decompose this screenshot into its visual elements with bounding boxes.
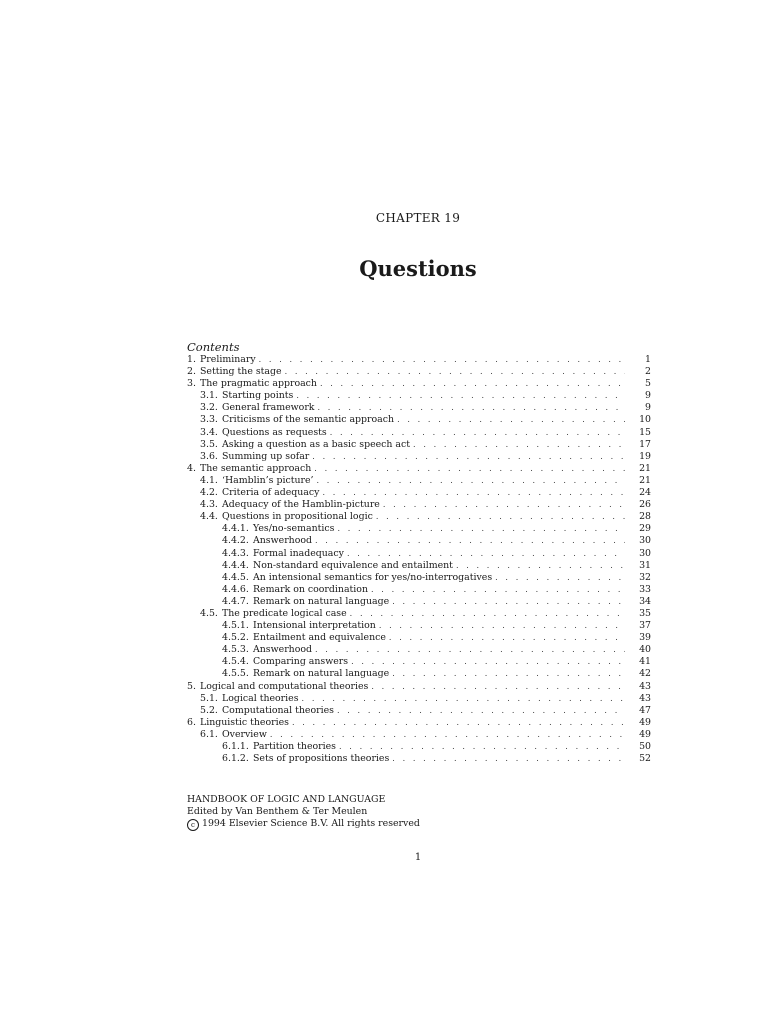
toc-dot-leader (383, 499, 625, 511)
toc-entry-number: 4.4. (200, 511, 218, 523)
toc-entry-page: 40 (639, 644, 651, 656)
toc-entry (187, 681, 651, 693)
toc-entry (187, 693, 651, 705)
toc-entry-number: 4.5.5. (222, 668, 249, 680)
toc-entry (187, 632, 651, 644)
toc-entry (187, 451, 651, 463)
toc-entry-number: 4.4.1. (222, 523, 249, 535)
toc-entry-number: 3.5. (200, 438, 218, 450)
toc-entry-title: Summing up sofar (222, 450, 310, 462)
toc-dot-leader (285, 366, 625, 378)
copyright-icon: c (187, 819, 199, 831)
toc-dot-leader (392, 596, 625, 608)
toc-entry-number: 3. (187, 378, 196, 390)
toc-dot-leader (315, 535, 625, 547)
toc-entry-number: 6.1.2. (222, 753, 249, 765)
toc-entry-title: The semantic approach (200, 462, 312, 474)
toc-entry-title: Logical and computational theories (200, 680, 369, 692)
toc-entry-page: 19 (639, 450, 651, 462)
contents-heading: Contents (187, 340, 240, 354)
toc-entry-title: Questions in propositional logic (222, 511, 373, 523)
toc-dot-leader (337, 705, 625, 717)
toc-entry-page: 43 (639, 692, 651, 704)
toc-entry-page: 1 (645, 354, 651, 365)
table-of-contents (187, 354, 651, 765)
toc-entry-title: Intensional interpretation (253, 620, 376, 632)
toc-entry (187, 439, 651, 451)
toc-entry (187, 753, 651, 765)
toc-entry-title: The pragmatic approach (200, 378, 317, 390)
chapter-title: Questions (359, 256, 477, 281)
toc-dot-leader (315, 644, 625, 656)
toc-dot-leader (495, 572, 625, 584)
toc-entry-number: 2. (187, 366, 196, 378)
toc-entry-title: Logical theories (222, 692, 299, 704)
toc-entry-title: Remark on natural language (253, 668, 390, 680)
toc-dot-leader (376, 511, 625, 523)
toc-entry-page: 21 (639, 474, 651, 486)
toc-entry-page: 24 (639, 487, 651, 499)
toc-dot-leader (371, 681, 625, 693)
toc-entry-title: Answerhood (253, 535, 313, 547)
toc-entry-title: Entailment and equivalence (253, 632, 386, 644)
toc-entry (187, 620, 651, 632)
toc-entry (187, 644, 651, 656)
toc-entry-page: 17 (639, 438, 651, 450)
toc-entry-number: 5.2. (200, 704, 218, 716)
toc-dot-leader (392, 668, 625, 680)
toc-dot-leader (350, 608, 625, 620)
toc-entry-title: An intensional semantics for yes/no-interrogatives (253, 571, 493, 583)
toc-entry-page: 9 (645, 390, 651, 402)
toc-entry (187, 402, 651, 414)
publication-info (187, 794, 420, 831)
toc-entry-title: Questions as requests (222, 426, 327, 438)
toc-entry (187, 427, 651, 439)
toc-entry-page: 41 (639, 656, 651, 668)
toc-entry-title: Preliminary (200, 354, 256, 365)
toc-entry-page: 15 (639, 426, 651, 438)
toc-entry-page: 33 (639, 583, 651, 595)
toc-entry (187, 668, 651, 680)
toc-entry (187, 584, 651, 596)
toc-entry-number: 4.5.2. (222, 632, 249, 644)
toc-entry-number: 4.1. (200, 474, 218, 486)
toc-entry-title: Linguistic theories (200, 716, 289, 728)
toc-entry-number: 4.4.2. (222, 535, 249, 547)
toc-entry-page: 9 (645, 402, 651, 414)
toc-entry (187, 717, 651, 729)
toc-entry-title: Starting points (222, 390, 294, 402)
toc-entry-page: 26 (639, 499, 651, 511)
toc-dot-leader (379, 620, 625, 632)
toc-entry-number: 4.5. (200, 607, 218, 619)
toc-entry-number: 3.3. (200, 414, 218, 426)
toc-entry (187, 741, 651, 753)
toc-dot-leader (320, 378, 625, 390)
toc-entry (187, 366, 651, 378)
toc-entry-number: 5.1. (200, 692, 218, 704)
toc-entry-title: Criticisms of the semantic approach (222, 414, 395, 426)
toc-entry (187, 475, 651, 487)
toc-entry-title: Adequacy of the Hamblin-picture (222, 499, 380, 511)
toc-dot-leader (314, 463, 625, 475)
toc-entry-page: 47 (639, 704, 651, 716)
toc-entry (187, 548, 651, 560)
toc-entry (187, 463, 651, 475)
toc-entry (187, 572, 651, 584)
toc-entry-page: 29 (639, 523, 651, 535)
toc-entry (187, 608, 651, 620)
toc-entry-number: 6.1.1. (222, 741, 249, 752)
toc-entry-number: 5. (187, 680, 196, 692)
toc-dot-leader (397, 414, 625, 426)
toc-entry-title: Sets of propositions theories (253, 753, 390, 765)
toc-dot-leader (337, 523, 625, 535)
toc-entry-title: General framework (222, 402, 315, 414)
toc-entry-number: 4.4.5. (222, 571, 249, 583)
toc-entry (187, 414, 651, 426)
toc-dot-leader (371, 584, 625, 596)
toc-dot-leader (317, 402, 625, 414)
toc-entry-page: 30 (639, 547, 651, 559)
toc-entry (187, 378, 651, 390)
toc-entry-title: Formal inadequacy (253, 547, 344, 559)
toc-dot-leader (317, 475, 625, 487)
toc-entry-title: Remark on coordination (253, 583, 368, 595)
toc-entry-number: 3.2. (200, 402, 218, 414)
toc-dot-leader (339, 741, 625, 753)
toc-dot-leader (351, 656, 625, 668)
toc-entry-number: 1. (187, 354, 196, 365)
toc-entry-number: 3.1. (200, 390, 218, 402)
toc-entry (187, 560, 651, 572)
toc-entry-page: 5 (645, 378, 651, 390)
toc-entry (187, 511, 651, 523)
toc-entry-title: Answerhood (253, 644, 313, 656)
toc-entry-number: 4.4.3. (222, 547, 249, 559)
toc-entry-page: 39 (639, 632, 651, 644)
toc-dot-leader (302, 693, 625, 705)
handbook-title: HANDBOOK OF LOGIC AND LANGUAGE (187, 794, 386, 805)
toc-entry-number: 4.4.4. (222, 559, 249, 571)
toc-entry-number: 4.5.1. (222, 620, 249, 632)
toc-entry-page: 35 (639, 607, 651, 619)
toc-entry-page: 42 (639, 668, 651, 680)
toc-dot-leader (270, 729, 625, 741)
toc-entry-number: 6.1. (200, 728, 218, 740)
editors-line: Edited by Van Benthem & Ter Meulen (187, 806, 368, 818)
toc-entry-number: 4.4.7. (222, 595, 249, 607)
toc-entry-number: 4.5.3. (222, 644, 249, 656)
toc-entry-page: 37 (639, 620, 651, 632)
toc-entry-number: 6. (187, 716, 196, 728)
toc-entry (187, 656, 651, 668)
toc-entry-title: Comparing answers (253, 656, 349, 668)
toc-dot-leader (347, 548, 625, 560)
toc-entry-page: 32 (639, 571, 651, 583)
toc-entry-number: 3.4. (200, 426, 218, 438)
toc-entry-page: 43 (639, 680, 651, 692)
toc-dot-leader (312, 451, 625, 463)
copyright-text: 1994 Elsevier Science B.V. All rights reserved (202, 818, 420, 830)
toc-dot-leader (259, 354, 625, 366)
toc-entry-title: Yes/no-semantics (253, 523, 335, 535)
toc-entry-title: Non-standard equivalence and entailment (253, 559, 453, 571)
toc-entry-title: The predicate logical case (222, 607, 347, 619)
page-number: 1 (414, 852, 422, 863)
toc-dot-leader (389, 632, 625, 644)
toc-entry (187, 354, 651, 366)
toc-entry-page: 10 (639, 414, 651, 426)
toc-dot-leader (322, 487, 625, 499)
toc-entry-number: 4.3. (200, 499, 218, 511)
copyright-line (187, 818, 420, 831)
toc-entry-page: 49 (639, 728, 651, 740)
toc-entry (187, 705, 651, 717)
toc-dot-leader (330, 427, 625, 439)
toc-dot-leader (292, 717, 625, 729)
toc-entry-page: 34 (639, 595, 651, 607)
toc-entry-page: 2 (645, 366, 651, 378)
chapter-label: CHAPTER 19 (375, 211, 461, 225)
toc-entry-page: 31 (639, 559, 651, 571)
toc-entry-title: Computational theories (222, 704, 334, 716)
toc-entry-number: 4.5.4. (222, 656, 249, 668)
toc-entry-title: Setting the stage (200, 366, 282, 378)
toc-entry (187, 596, 651, 608)
toc-entry-number: 4.2. (200, 487, 218, 499)
toc-entry-title: ‘Hamblin’s picture’ (222, 474, 314, 486)
toc-entry (187, 390, 651, 402)
toc-entry-title: Asking a question as a basic speech act (222, 438, 411, 450)
toc-dot-leader (456, 560, 625, 572)
toc-dot-leader (296, 390, 625, 402)
toc-entry (187, 729, 651, 741)
toc-entry-page: 49 (639, 716, 651, 728)
toc-entry-page: 30 (639, 535, 651, 547)
toc-entry-number: 4.4.6. (222, 583, 249, 595)
toc-entry (187, 487, 651, 499)
toc-entry-page: 28 (639, 511, 651, 523)
toc-entry-page: 52 (639, 753, 651, 765)
toc-entry-title: Partition theories (253, 741, 336, 752)
toc-entry-page: 50 (639, 741, 651, 752)
toc-entry-number: 3.6. (200, 450, 218, 462)
toc-entry-page: 21 (639, 462, 651, 474)
toc-entry-title: Overview (222, 728, 267, 740)
toc-entry (187, 535, 651, 547)
toc-entry-number: 4. (187, 462, 196, 474)
toc-entry (187, 523, 651, 535)
toc-entry-title: Criteria of adequacy (222, 487, 320, 499)
toc-dot-leader (392, 753, 625, 765)
toc-entry (187, 499, 651, 511)
toc-entry-title: Remark on natural language (253, 595, 390, 607)
toc-dot-leader (413, 439, 625, 451)
